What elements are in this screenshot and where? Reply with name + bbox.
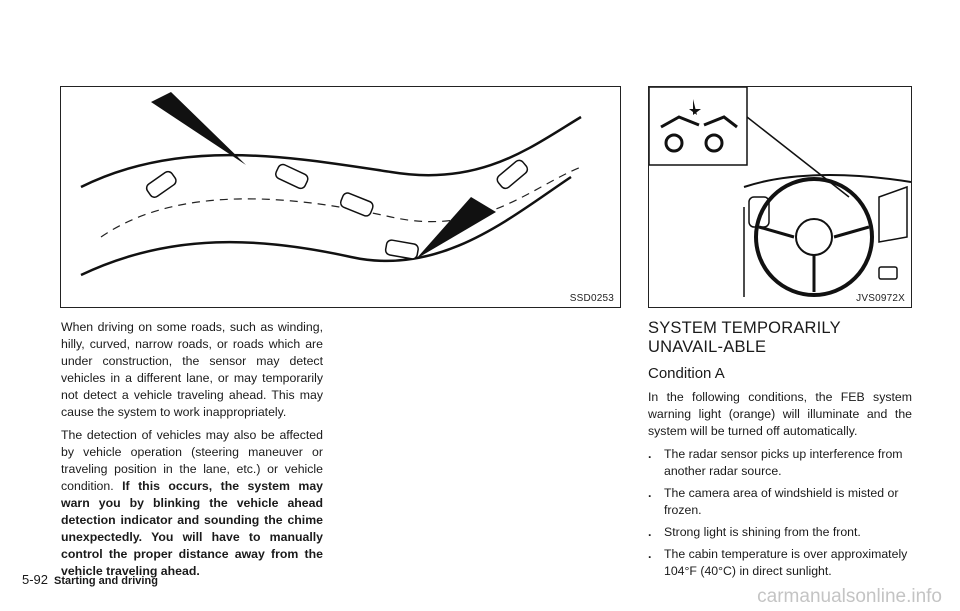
bullet: . bbox=[648, 525, 652, 539]
page-number: 5-92 bbox=[22, 572, 49, 587]
paragraph-text: The detection of vehicles may also be affected by vehicle operation (steering maneuver or traveling position in the lane, etc.) or vehicle condition. bbox=[61, 428, 323, 493]
road-curve-figure bbox=[60, 86, 621, 308]
figure-code: JVS0972X bbox=[856, 293, 905, 304]
list-item bbox=[648, 485, 912, 519]
paragraph: In the following conditions, the FEB system warning light (orange) will illuminate and the system will be turned off automatically. bbox=[648, 390, 912, 438]
list-item bbox=[648, 524, 912, 541]
list-item-text: The camera area of windshield is misted or frozen. bbox=[664, 486, 899, 517]
warning-text: If this occurs, the system may warn you by blinking the vehicle ahead detection indicator and sounding the chime unexpectedly. You will have to manually control the proper distance away from the vehicle traveling ahead. bbox=[61, 479, 323, 578]
watermark: carmanualsonline.info bbox=[757, 586, 942, 607]
list-item-text: The radar sensor picks up interference from another radar source. bbox=[664, 447, 903, 478]
condition-list bbox=[648, 446, 912, 580]
right-column bbox=[648, 319, 912, 585]
road-curve-illustration bbox=[61, 87, 620, 307]
page-footer bbox=[22, 572, 158, 587]
figure-code: SSD0253 bbox=[569, 293, 614, 304]
paragraph: When driving on some roads, such as winding, hilly, curved, narrow roads, or roads which are under construction, the sensor may detect vehicles in a different lane, or may temporarily not detect a vehicle traveling ahead. This may cause the system to work inappropriately. bbox=[61, 320, 323, 419]
bullet: . bbox=[648, 486, 652, 500]
left-column bbox=[61, 319, 323, 586]
paragraph bbox=[61, 427, 323, 580]
subheading: Condition A bbox=[648, 365, 725, 382]
warning-light-figure bbox=[648, 86, 912, 308]
section-heading: SYSTEM TEMPORARILY UNAVAIL-ABLE bbox=[648, 319, 841, 356]
list-item bbox=[648, 546, 912, 580]
dashboard-illustration bbox=[649, 87, 911, 307]
bullet: . bbox=[648, 547, 652, 561]
list-item bbox=[648, 446, 912, 480]
bullet: . bbox=[648, 447, 652, 461]
list-item-text: Strong light is shining from the front. bbox=[664, 525, 861, 539]
section-name: Starting and driving bbox=[54, 575, 158, 587]
list-item-text: The cabin temperature is over approximately 104°F (40°C) in direct sunlight. bbox=[664, 547, 908, 578]
